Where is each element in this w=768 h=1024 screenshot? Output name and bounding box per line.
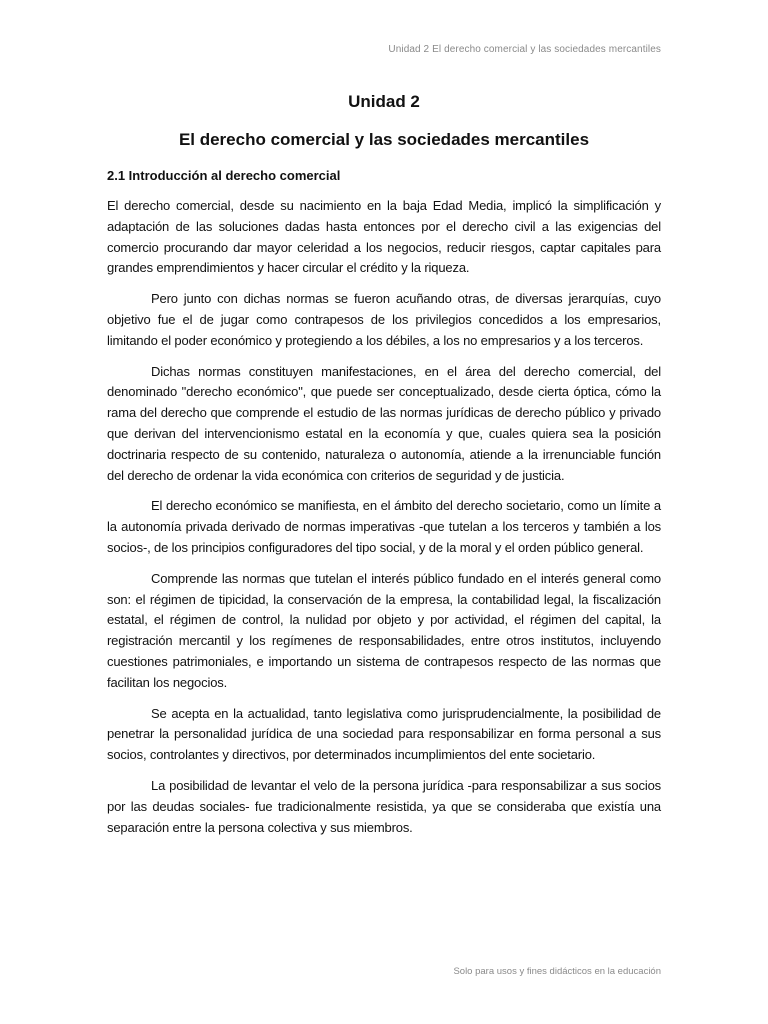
paragraph-3: Dichas normas constituyen manifestaciones, en el área del derecho comercial, del denominado "derecho económico", que puede ser conceptualizado, desde cierta óptica, cómo la rama del derecho que comprende el estudio de las normas jurídicas de derecho público y privado que derivan del intervencionismo estatal en la economía y que, cuales quiera sea la posición doctrinaria respecto de su contenido, naturaleza o autonomía, atiende a la irrenunciable función del derecho de ordenar la vida económica con criterios de seguridad y de justicia.	[107, 363, 661, 483]
paragraph-5: Comprende las normas que tutelan el interés público fundado en el interés general como son: el régimen de tipicidad, la conservación de la empresa, la contabilidad legal, la fiscalización estatal, el régimen de control, la nulidad por objeto y por actividad, el régimen del capital, la registración mercantil y los regímenes de responsabilidades, entre otros institutos, incluyendo cuestiones patrimoniales, e importando un sistema de contrapesos respecto de las normas que facilitan los negocios.	[107, 570, 661, 690]
paragraph-7: La posibilidad de levantar el velo de la persona jurídica -para responsabilizar a sus socios por las deudas sociales- fue tradicionalmente resistida, ya que se consideraba que existía una separación entre la persona colectiva y sus miembros.	[107, 777, 661, 835]
paragraph-4: El derecho económico se manifiesta, en el ámbito del derecho societario, como un límite a la autonomía privada derivado de normas imperativas -que tutelan a los terceros y también a los socios-, de los principios configuradores del tipo social, y de la moral y el orden público general.	[107, 498, 661, 555]
paragraph-2: Pero junto con dichas normas se fueron acuñando otras, de diversas jerarquías, cuyo objetivo fue el de jugar como contrapesos de los privilegios concedidos a los empresarios, limitando el poder económico y protegiendo a los débiles, a los no empresarios y a los terceros.	[107, 291, 661, 348]
unit-subtitle: El derecho comercial y las sociedades mercantiles	[178, 130, 590, 149]
paragraph-1: El derecho comercial, desde su nacimiento en la baja Edad Media, implicó la simplificación y adaptación de las soluciones dadas hasta entonces por el derecho civil a las exigencias del comercio procurando dar mayor celeridad a los negocios, reducir riesgos, captar capitales para grandes emprendimientos y hacer circular el crédito y la riqueza.	[107, 198, 661, 276]
running-footer: Solo para usos y fines didácticos en la educación	[453, 966, 661, 977]
section-heading: 2.1 Introducción al derecho comercial	[107, 168, 341, 183]
running-header: Unidad 2 El derecho comercial y las sociedades mercantiles	[388, 44, 661, 55]
paragraph-6: Se acepta en la actualidad, tanto legislativa como jurisprudencialmente, la posibilidad de penetrar la personalidad jurídica de una sociedad para responsabilizar en forma personal a sus socios, controlantes y directivos, por determinados incumplimientos del ente societario.	[107, 705, 661, 763]
unit-title: Unidad 2	[348, 92, 420, 111]
document-body	[107, 90, 661, 848]
